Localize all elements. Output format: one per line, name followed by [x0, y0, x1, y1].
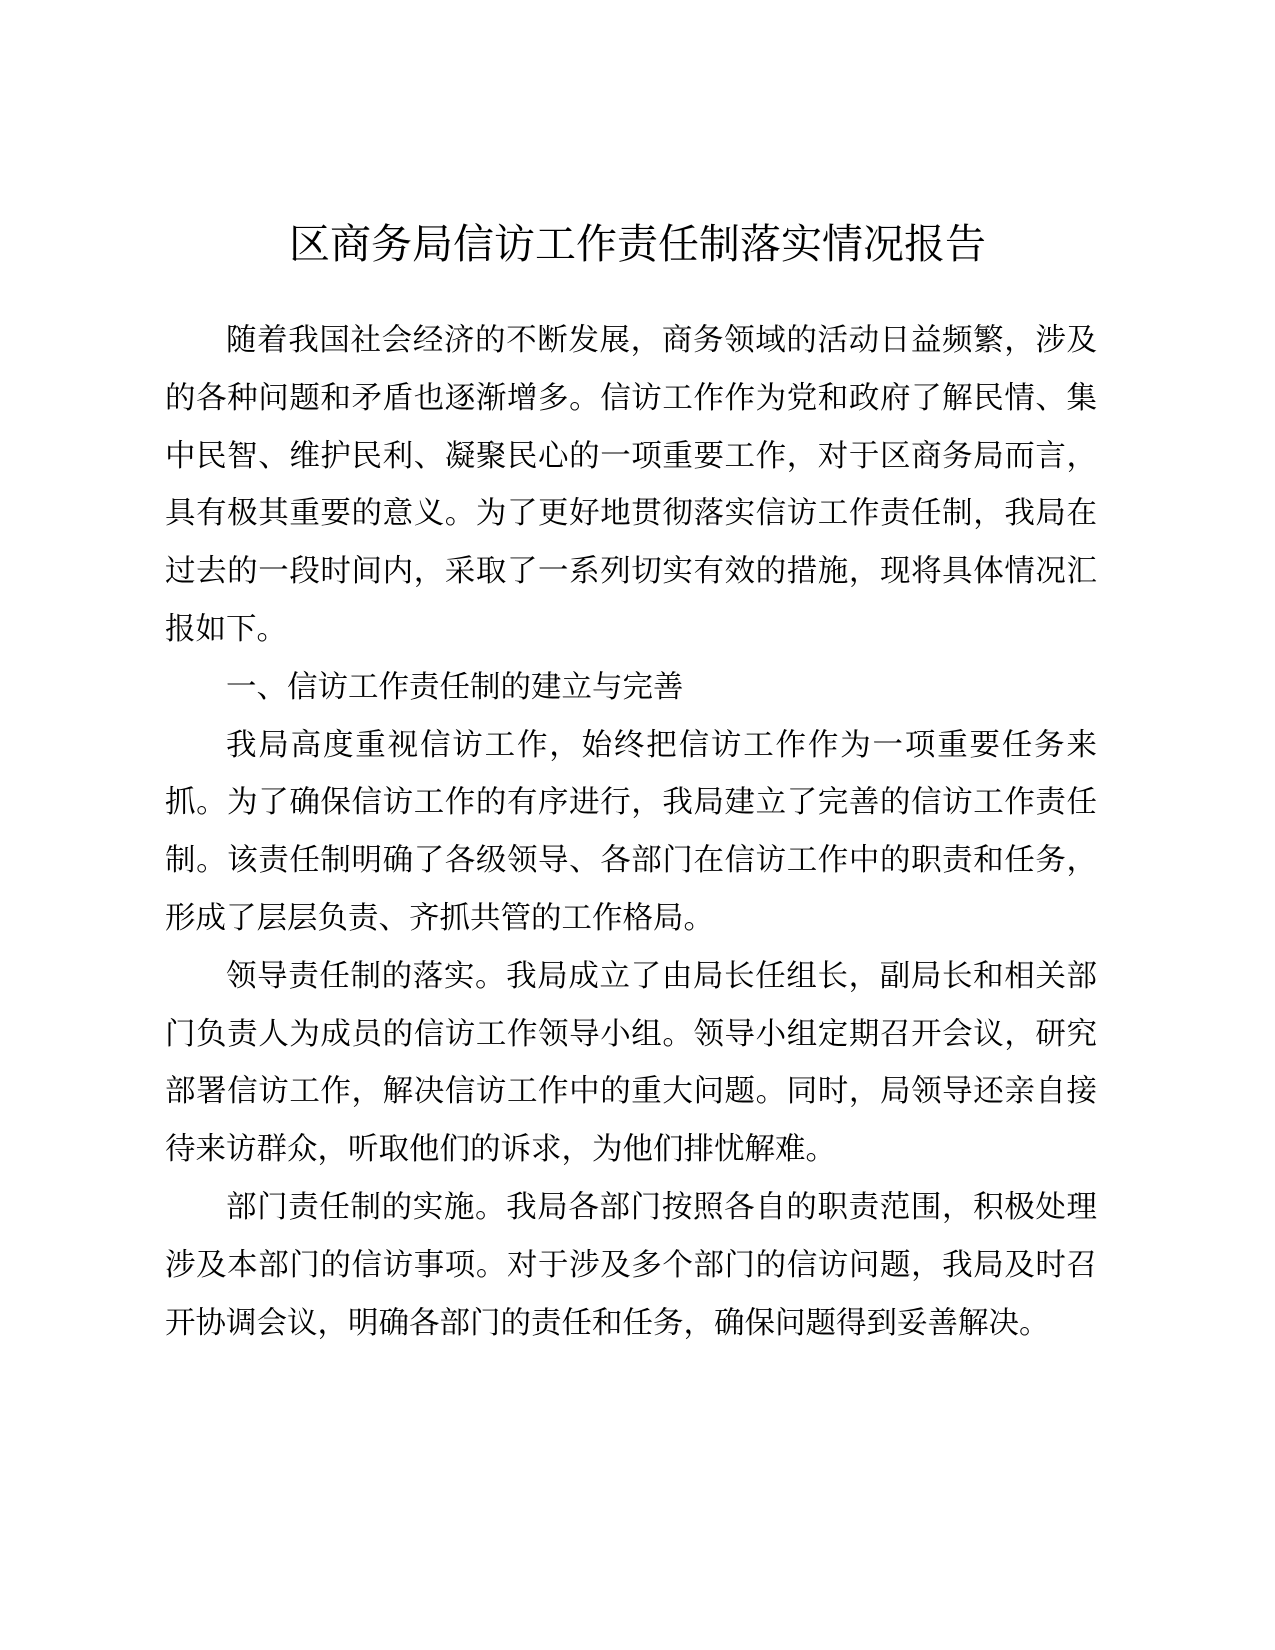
paragraph-section1-overview: 我局高度重视信访工作，始终把信访工作作为一项重要任务来抓。为了确保信访工作的有序进行，我局建立了完善的信访工作责任制。该责任制明确了各级领导、各部门在信访工作中的职责和任务，形成了层层负责、齐抓共管的工作格局。	[165, 727, 1097, 936]
paragraph-intro: 随着我国社会经济的不断发展，商务领域的活动日益频繁，涉及的各种问题和矛盾也逐渐增多。信访工作作为党和政府了解民情、集中民智、维护民利、凝聚民心的一项重要工作，对于区商务局而言，具有极其重要的意义。为了更好地贯彻落实信访工作责任制，我局在过去的一段时间内，采取了一系列切实有效的措施，现将具体情况汇报如下。	[165, 323, 1097, 647]
section-heading-1: 一、信访工作责任制的建立与完善	[226, 669, 684, 705]
paragraph-leadership-responsibility: 领导责任制的落实。我局成立了由局长任组长，副局长和相关部门负责人为成员的信访工作领导小组。领导小组定期召开会议，研究部署信访工作，解决信访工作中的重大问题。同时，局领导还亲自接待来访群众，听取他们的诉求，为他们排忧解难。	[165, 958, 1097, 1168]
paragraph-department-responsibility: 部门责任制的实施。我局各部门按照各自的职责范围，积极处理涉及本部门的信访事项。对于涉及多个部门的信访问题，我局及时召开协调会议，明确各部门的责任和任务，确保问题得到妥善解决。	[165, 1189, 1097, 1341]
document-title: 区商务局信访工作责任制落实情况报告	[289, 220, 986, 268]
document-body	[165, 312, 1097, 1352]
